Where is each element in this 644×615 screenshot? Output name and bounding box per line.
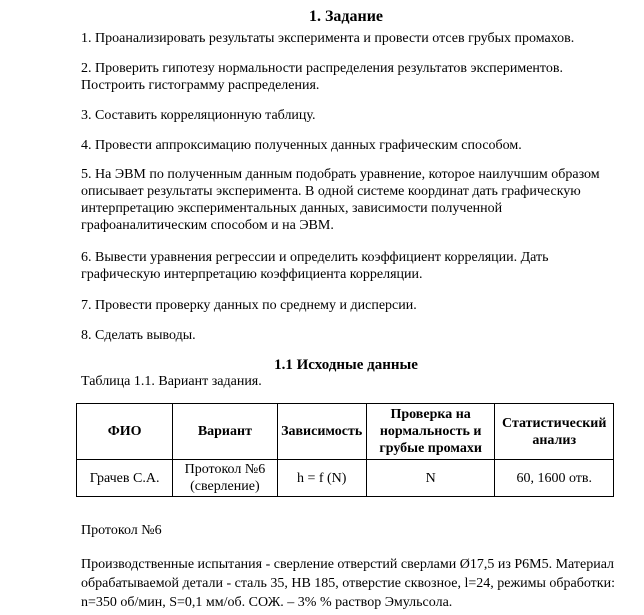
- header-fio: ФИО: [77, 404, 173, 460]
- production-text: Производственные испытания - сверление отверстий сверлами Ø17,5 из Р6М5. Материал обрабатываемой детали - сталь 35, НВ 185, отверстие сквозное, l=24, режимы обработки: n=350 об/мин, S=0,1 мм/об. СОЖ. – 3% % раствор Эмульсола.: [81, 557, 615, 610]
- task-item-4: 4. Провести аппроксимацию полученных данных графическим способом.: [81, 138, 522, 153]
- cell-statistical-analysis: 60, 1600 отв.: [495, 460, 614, 497]
- task-item-8: 8. Сделать выводы.: [81, 328, 196, 343]
- task-item-2: 2. Проверить гипотезу нормальности распределения результатов экспериментов. Построить гистограмму распределения.: [81, 61, 563, 93]
- table-header-row: [77, 404, 614, 460]
- cell-dependency: h = f (N): [277, 460, 366, 497]
- header-statistical-analysis: Статистический анализ: [495, 404, 614, 460]
- table-row: [77, 460, 614, 497]
- section-title: 1.1 Исходные данные: [274, 357, 418, 373]
- cell-fio: Грачев С.А.: [77, 460, 173, 497]
- header-normality-check: Проверка на нормальность и грубые промахи: [366, 404, 495, 460]
- protocol-label: Протокол №6: [81, 523, 162, 538]
- task-item-5: 5. На ЭВМ по полученным данным подобрать уравнение, которое наилучшим образом описывает результаты эксперимента. В одной системе координат дать графическую интерпретацию экспериментальных данных, зависимости полученной графоаналитическим способом и на ЭВМ.: [81, 167, 600, 233]
- cell-normality-check: N: [366, 460, 495, 497]
- table-caption: Таблица 1.1. Вариант задания.: [81, 374, 262, 389]
- header-variant: Вариант: [173, 404, 277, 460]
- page-title: 1. Задание: [308, 8, 384, 25]
- cell-variant: Протокол №6 (сверление): [173, 460, 277, 497]
- variant-table: [76, 403, 614, 497]
- task-item-3: 3. Составить корреляционную таблицу.: [81, 108, 316, 123]
- header-dependency: Зависимость: [277, 404, 366, 460]
- task-item-6: 6. Вывести уравнения регрессии и определить коэффициент корреляции. Дать графическую интерпретацию коэффициента корреляции.: [81, 250, 549, 282]
- task-item-1: 1. Проанализировать результаты эксперимента и провести отсев грубых промахов.: [81, 31, 575, 46]
- task-item-7: 7. Провести проверку данных по среднему и дисперсии.: [81, 298, 417, 313]
